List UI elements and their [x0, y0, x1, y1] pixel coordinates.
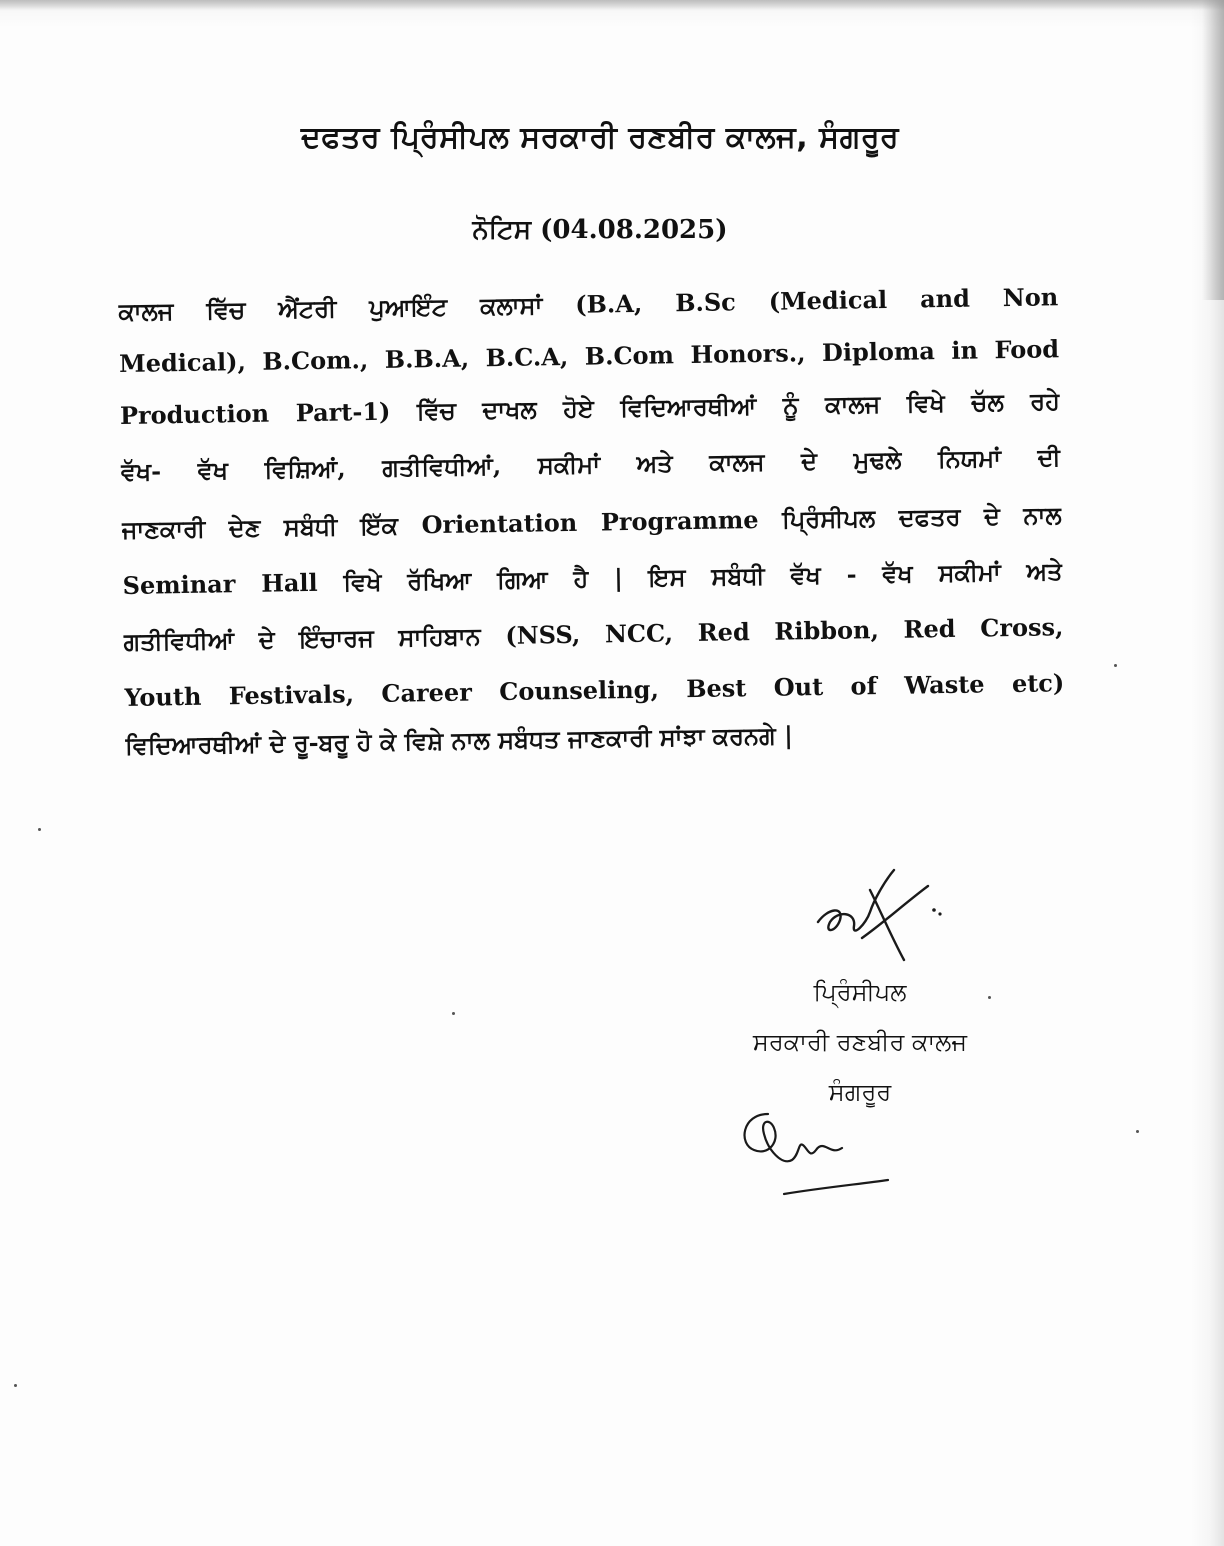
body-line: ਜਾਣਕਾਰੀ ਦੇਣ ਸਬੰਧੀ ਇੱਕ Orientation Programme ਪ੍ਰਿੰਸੀਪਲ ਦਫਤਰ ਦੇ ਨਾਲ	[121, 500, 1062, 544]
body-line: ਵੱਖ- ਵੱਖ ਵਿਸ਼ਿਆਂ, ਗਤੀਵਿਧੀਆਂ, ਸਕੀਮਾਂ ਅਤੇ ਕਾਲਜ ਦੇ ਮੁਢਲੇ ਨਿਯਮਾਂ ਦੀ	[120, 442, 1061, 486]
body-line: Medical), B.Com., B.B.A, B.C.A, B.Com Honors., Diploma in Food	[118, 334, 1060, 378]
paper-speck	[988, 996, 991, 999]
signatory-college: ਸਰਕਾਰੀ ਰਣਬੀਰ ਕਾਲਜ	[752, 1028, 968, 1056]
paper-speck	[14, 1384, 17, 1387]
paper-speck	[1136, 1130, 1139, 1133]
office-heading: ਦਫਤਰ ਪ੍ਰਿੰਸੀਪਲ ਸਰਕਾਰੀ ਰਣਬੀਰ ਕਾਲਜ, ਸੰਗਰੂਰ	[300, 120, 900, 155]
signatory-city: ਸੰਗਰੂਰ	[828, 1078, 892, 1106]
signatory-title: ਪ੍ਰਿੰਸੀਪਲ	[813, 978, 907, 1006]
body-line: Youth Festivals, Career Counseling, Best Out of Waste etc)	[124, 668, 1065, 712]
body-line: ਵਿਦਿਆਰਥੀਆਂ ਦੇ ਰੂ-ਬਰੂ ਹੋ ਕੇ ਵਿਸ਼ੇ ਨਾਲ ਸਬੰਧਤ ਜਾਣਕਾਰੀ ਸਾਂਝਾ ਕਰਨਗੇ |	[124, 720, 794, 760]
signature-block	[700, 860, 1020, 1220]
principal-signature	[800, 860, 950, 970]
body-line: Production Part-1) ਵਿੱਚ ਦਾਖਲ ਹੋਏ ਵਿਦਿਆਰਥੀਆਂ ਨੂੰ ਕਾਲਜ ਵਿਖੇ ਚੱਲ ਰਹੇ	[119, 386, 1061, 430]
body-line: Seminar Hall ਵਿਖੇ ਰੱਖਿਆ ਗਿਆ ਹੈ | ਇਸ ਸਬੰਧੀ ਵੱਖ - ਵੱਖ ਸਕੀਮਾਂ ਅਤੇ	[122, 556, 1063, 600]
paper-speck	[38, 828, 41, 831]
body-line: ਕਾਲਜ ਵਿੱਚ ਐਂਟਰੀ ਪੁਆਇੰਟ ਕਲਾਸਾਂ (B.A, B.Sc (Medical and Non	[118, 282, 1059, 326]
notice-title: ਨੋਟਿਸ (04.08.2025)	[472, 215, 728, 245]
paper-right-shadow	[1202, 0, 1224, 300]
paper-speck	[452, 1012, 455, 1015]
handwritten-initials	[720, 1100, 900, 1210]
body-line: ਗਤੀਵਿਧੀਆਂ ਦੇ ਇੰਚਾਰਜ ਸਾਹਿਬਾਨ (NSS, NCC, Red Ribbon, Red Cross,	[123, 612, 1064, 656]
paper-top-shadow	[0, 0, 1224, 10]
notice-body	[118, 277, 1065, 760]
paper-speck	[1114, 664, 1117, 667]
